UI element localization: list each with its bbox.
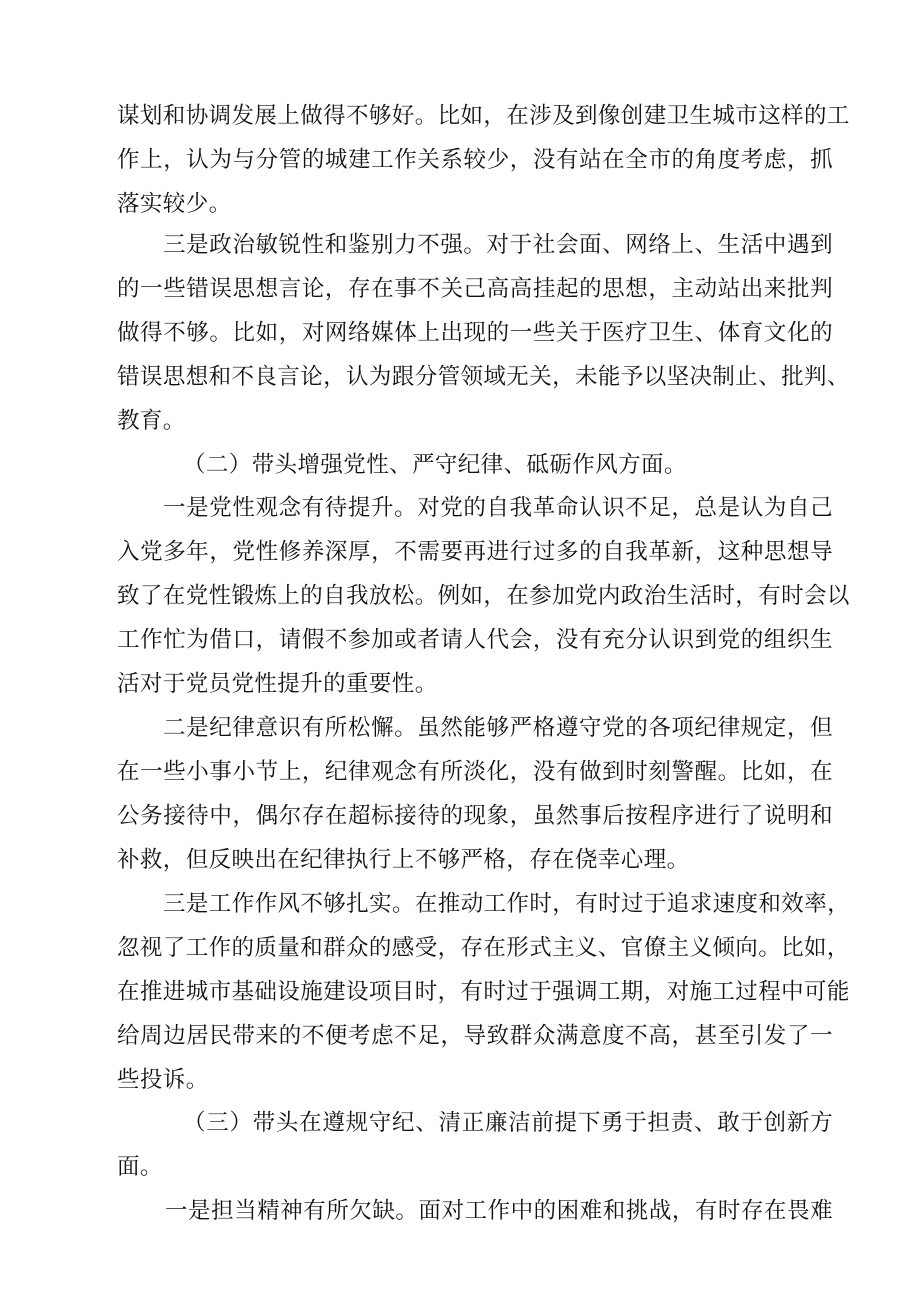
paragraph-line: 忽视了工作的质量和群众的感受，存在形式主义、官僚主义倾向。比如， xyxy=(117,935,850,961)
paragraph-line: 补救，但反映出在纪律执行上不够严格，存在侥幸心理。 xyxy=(117,847,690,873)
paragraph-line: 在推进城市基础设施建设项目时，有时过于强调工期，对施工过程中可能 xyxy=(117,979,850,1005)
paragraph-line: 错误思想和不良言论，认为跟分管领域无关，未能予以坚决制止、批判、 xyxy=(117,364,850,390)
section-heading: （三）带头在遵规守纪、清正廉洁前提下勇于担责、敢于创新方 xyxy=(183,1110,833,1136)
paragraph-line: 致了在党性锻炼上的自我放松。例如，在参加党内政治生活时，有时会以 xyxy=(117,583,850,609)
paragraph-line: 作上，认为与分管的城建工作关系较少，没有站在全市的角度考虑，抓 xyxy=(117,147,833,173)
paragraph-line: 落实较少。 xyxy=(117,191,232,217)
paragraph-line: 三是工作作风不够扎实。在推动工作时，有时过于追求速度和效率， xyxy=(163,891,851,917)
paragraph-line: 活对于党员党性提升的重要性。 xyxy=(117,671,438,697)
paragraph-line: 一是担当精神有所欠缺。面对工作中的困难和挑战，有时存在畏难 xyxy=(165,1198,833,1224)
section-heading: （二）带头增强党性、严守纪律、砥砺作风方面。 xyxy=(183,452,687,478)
paragraph-line: 在一些小事小节上，纪律观念有所淡化，没有做到时刻警醒。比如，在 xyxy=(117,759,833,785)
paragraph-line: 的一些错误思想言论，存在事不关己高高挂起的思想，主动站出来批判 xyxy=(117,276,833,302)
paragraph-line: 给周边居民带来的不便考虑不足，导致群众满意度不高，甚至引发了一 xyxy=(117,1023,833,1049)
paragraph-line: 三是政治敏锐性和鉴别力不强。对于社会面、网络上、生活中遇到 xyxy=(163,232,833,258)
section-heading-continued: 面。 xyxy=(117,1154,163,1180)
paragraph-line: 谋划和协调发展上做得不够好。比如，在涉及到像创建卫生城市这样的工 xyxy=(117,103,850,129)
paragraph-line: 一是党性观念有待提升。对党的自我革命认识不足，总是认为自己 xyxy=(163,495,833,521)
paragraph-line: 教育。 xyxy=(117,408,186,434)
paragraph-line: 公务接待中，偶尔存在超标接待的现象，虽然事后按程序进行了说明和 xyxy=(117,803,833,829)
paragraph-line: 些投诉。 xyxy=(117,1067,209,1093)
paragraph-line: 入党多年，党性修养深厚，不需要再进行过多的自我革新，这种思想导 xyxy=(117,539,833,565)
paragraph-line: 工作忙为借口，请假不参加或者请人代会，没有充分认识到党的组织生 xyxy=(117,627,833,653)
paragraph-line: 做得不够。比如，对网络媒体上出现的一些关于医疗卫生、体育文化的 xyxy=(117,320,833,346)
paragraph-line: 二是纪律意识有所松懈。虽然能够严格遵守党的各项纪律规定，但 xyxy=(163,715,833,741)
